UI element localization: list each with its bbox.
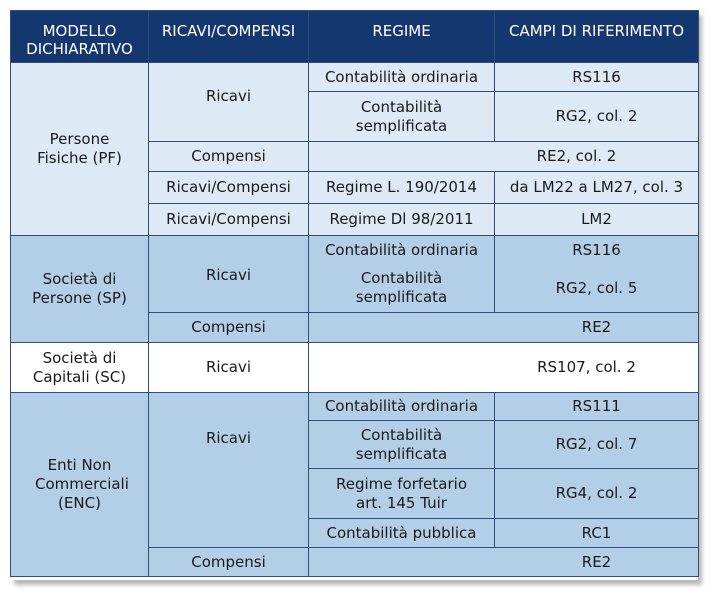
header-modello: MODELLO DICHIARATIVO: [11, 11, 149, 63]
sp-regime-semplificata: Contabilità semplificata: [309, 265, 495, 313]
sp-regime-ordinaria: Contabilità ordinaria: [309, 236, 495, 265]
pf-campi-compensi: RE2, col. 2: [309, 142, 699, 172]
enc-ricavi: Ricavi: [149, 393, 309, 548]
header-regime: REGIME: [309, 11, 495, 63]
header-campi: CAMPI DI RIFERIMENTO: [495, 11, 699, 63]
enc-compensi: Compensi: [149, 548, 309, 577]
enc-campi-compensi: RE2: [309, 548, 699, 577]
enc-regime-pubblica: Contabilità pubblica: [309, 519, 495, 548]
sc-campi: RS107, col. 2: [309, 343, 699, 393]
pf-campi-ordinaria: RS116: [495, 63, 699, 92]
pf-campi-dl98: LM2: [495, 204, 699, 236]
table-row: [11, 63, 699, 92]
enc-campi-semplificata: RG2, col. 7: [495, 421, 699, 469]
table-row: [11, 236, 699, 265]
header-ricavi-compensi: RICAVI/COMPENSI: [149, 11, 309, 63]
table-wrapper: [10, 10, 698, 580]
sp-campi-compensi: RE2: [309, 313, 699, 343]
sc-label: Società di Capitali (SC): [11, 343, 149, 393]
sp-campi-semplificata: RG2, col. 5: [495, 265, 699, 313]
table-row: [11, 393, 699, 421]
pf-ricavi: Ricavi: [149, 63, 309, 142]
pf-regime-ordinaria: Contabilità ordinaria: [309, 63, 495, 92]
pf-campi-l190: da LM22 a LM27, col. 3: [495, 172, 699, 204]
pf-compensi: Compensi: [149, 142, 309, 172]
pf-ricavi-compensi-1: Ricavi/Compensi: [149, 172, 309, 204]
pf-regime-dl98: Regime Dl 98/2011: [309, 204, 495, 236]
sp-label: Società di Persone (SP): [11, 236, 149, 343]
sp-campi-ordinaria: RS116: [495, 236, 699, 265]
enc-campi-ordinaria: RS111: [495, 393, 699, 421]
reference-table: [10, 10, 699, 577]
enc-regime-forfetario: Regime forfetario art. 145 Tuir: [309, 469, 495, 519]
enc-campi-forfetario: RG4, col. 2: [495, 469, 699, 519]
enc-campi-pubblica: RC1: [495, 519, 699, 548]
pf-campi-semplificata: RG2, col. 2: [495, 92, 699, 142]
sp-compensi: Compensi: [149, 313, 309, 343]
pf-ricavi-compensi-2: Ricavi/Compensi: [149, 204, 309, 236]
sp-ricavi: Ricavi: [149, 236, 309, 313]
enc-regime-semplificata: Contabilità semplificata: [309, 421, 495, 469]
pf-label: Persone Fisiche (PF): [11, 63, 149, 236]
header-row: [11, 11, 699, 63]
enc-regime-ordinaria: Contabilità ordinaria: [309, 393, 495, 421]
pf-regime-semplificata: Contabilità semplificata: [309, 92, 495, 142]
table-row: [11, 343, 699, 393]
pf-regime-l190: Regime L. 190/2014: [309, 172, 495, 204]
enc-label: Enti Non Commerciali (ENC): [11, 393, 149, 577]
sc-ricavi: Ricavi: [149, 343, 309, 393]
